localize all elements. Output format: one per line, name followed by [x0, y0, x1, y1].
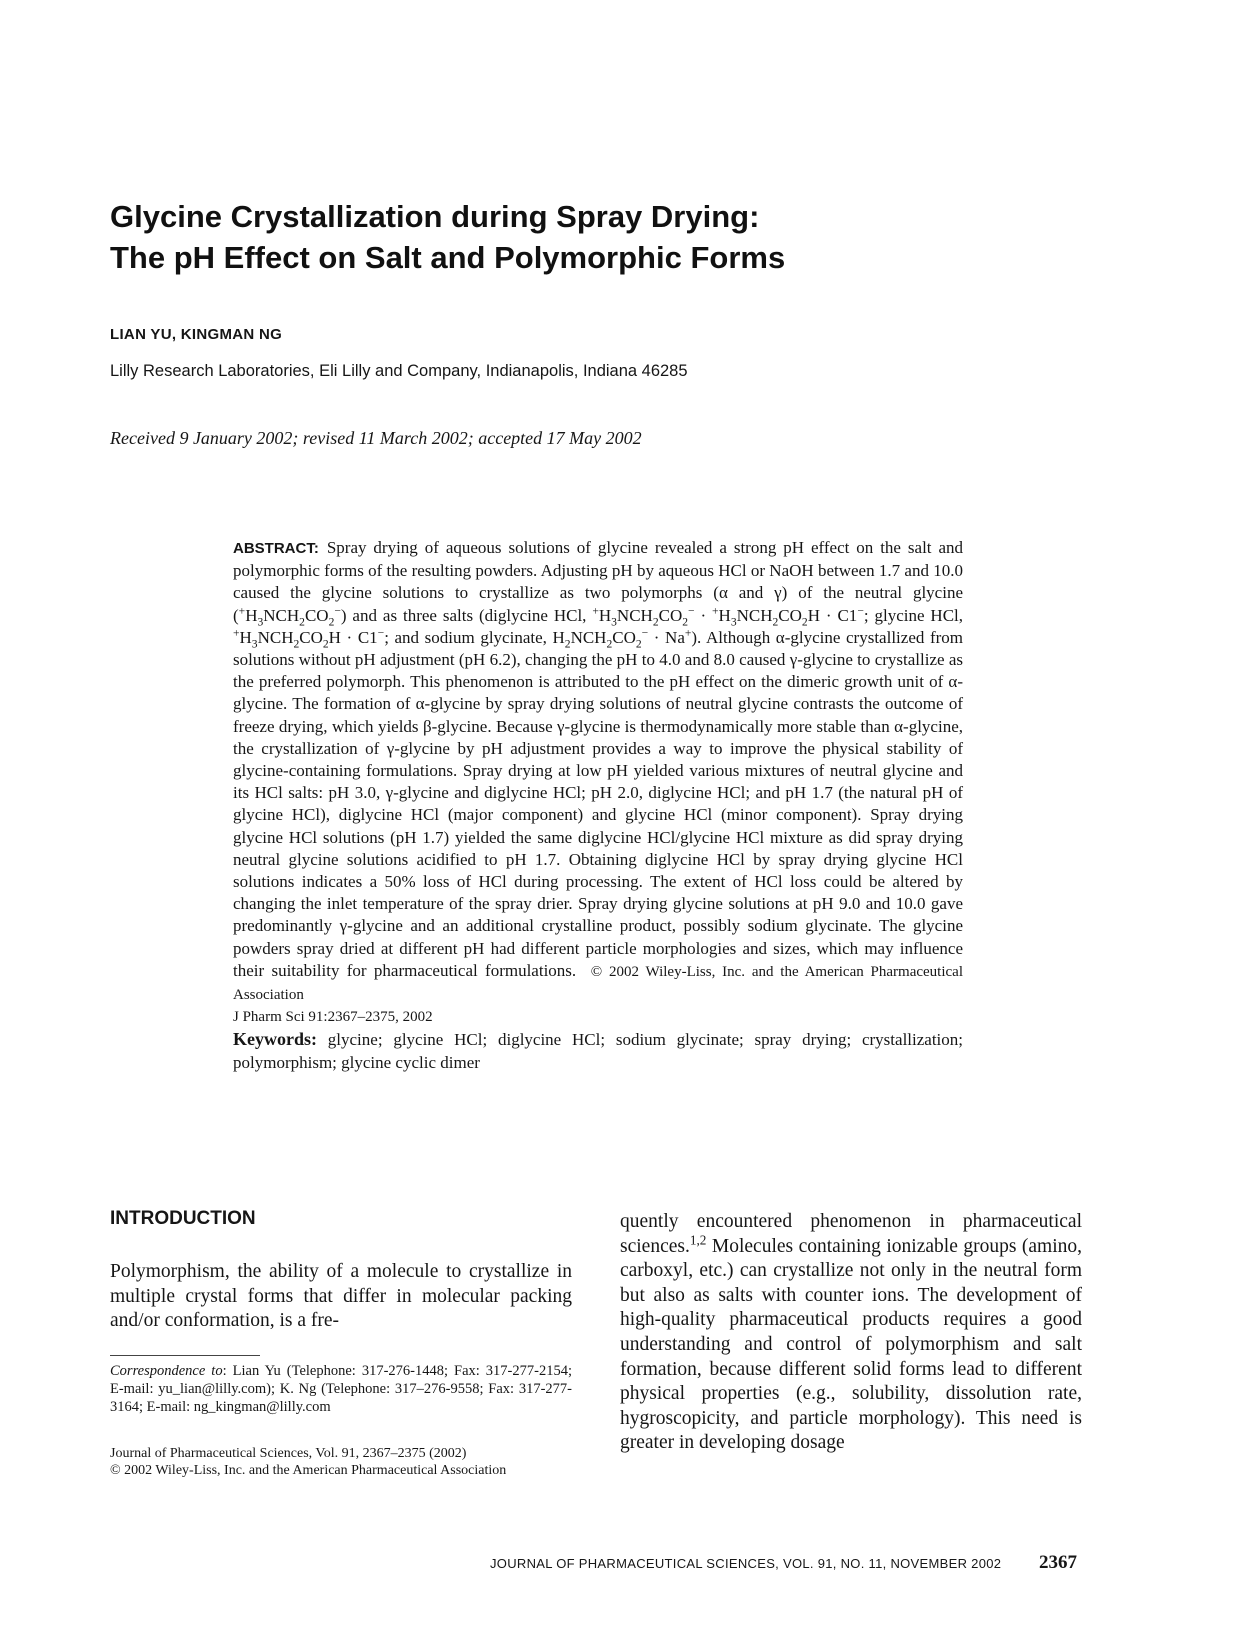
page-number: 2367	[1039, 1552, 1077, 1573]
keywords	[233, 1028, 963, 1073]
correspondence-label: Correspondence to	[110, 1363, 223, 1379]
keywords-label: Keywords:	[233, 1029, 317, 1050]
abstract-copyright: © 2002 Wiley-Liss, Inc. and the American Pharmaceutical Association	[233, 963, 963, 1004]
abstract-label: ABSTRACT:	[233, 540, 319, 557]
introduction-text-left: Polymorphism, the ability of a molecule to crystallize in multiple crystal forms that differ in molecular packing and/or conformation, is a fre-	[110, 1261, 572, 1332]
title-line-1: Glycine Crystallization during Spray Drying:	[110, 199, 760, 234]
running-footer: JOURNAL OF PHARMACEUTICAL SCIENCES, VOL. 91, NO. 11, NOVEMBER 2002	[490, 1556, 1002, 1571]
journal-info-line-1: Journal of Pharmaceutical Sciences, Vol. 91, 2367–2375 (2002)	[110, 1446, 467, 1461]
abstract-citation: J Pharm Sci 91:2367–2375, 2002	[233, 1009, 433, 1026]
footnote-rule	[110, 1355, 260, 1356]
journal-info	[110, 1445, 580, 1479]
abstract-text: ABSTRACT: Spray drying of aqueous solutions of glycine revealed a strong pH effect on the salt and polymorphic forms of the resulting powders. Adjusting pH by aqueous HCl or NaOH between 1.7 and 10.0 caused the glycine solutions to crystallize as two polymorphs (α and γ) of the neutral glycine $(^+H_3NCH_2CO_2^-)$ and as three salts (diglycine HCl, $^+H_3NCH_2CO_2^- \cdot ^+H_3NCH_2CO_2H \cdot C1^-$; glycine HCl, $^+H_3NCH_2CO_2H \cdot C1^-$; and sodium glycinate, $H_2NCH_2CO_2^- \cdot Na^+$). Although α-glycine crystallized from solutions without pH adjustment (pH 6.2), changing the pH to 4.0 and 8.0 caused γ-glycine to crystallize as the preferred polymorph. This phenomenon is attributed to the pH effect on the dimeric growth unit of α-glycine. The formation of α-glycine by spray drying solutions of neutral glycine contrasts the outcome of freeze drying, which yields β-glycine. Because γ-glycine is thermodynamically more stable than α-glycine, the crystallization of γ-glycine by pH adjustment provides a way to improve the physical stability of glycine-containing formulations. Spray drying at low pH yielded various mixtures of neutral glycine and its HCl salts: pH 3.0, γ-glycine and diglycine HCl; pH 2.0, diglycine HCl; and pH 1.7 (the natural pH of glycine HCl), diglycine HCl (major component) and glycine HCl (minor component). Spray drying glycine HCl solutions (pH 1.7) yielded the same diglycine HCl/glycine HCl mixture as did spray drying neutral glycine solutions acidified to pH 1.7. Obtaining diglycine HCl by spray drying glycine HCl solutions indicates a 50% loss of HCl during processing. The extent of HCl loss could be altered by changing the inlet temperature of the spray drier. Spray drying glycine solutions at pH 9.0 and 10.0 gave predominantly γ-glycine and an additional crystalline product, possibly sodium glycinate. The glycine powders spray dried at different pH had different particle morphologies and sizes, which may influence their suitability for pharmaceutical formulations. © 2002 Wiley-Liss, Inc. and the American Pharmaceutical Association	[233, 538, 964, 1004]
abstract-block	[233, 537, 963, 1074]
title-line-2: The pH Effect on Salt and Polymorphic Forms	[110, 240, 786, 275]
reference-marker: 1,2	[689, 1232, 707, 1248]
correspondence-note	[110, 1362, 572, 1416]
paper-title	[110, 196, 1110, 278]
author-list: LIAN YU, KINGMAN NG	[110, 326, 283, 343]
correspondence-text: : Lian Yu (Telephone: 317-276-1448; Fax: 317-277-2154; E-mail: yu_lian@lilly.com); K. Ng (Telephone: 317–276-9558; Fax: 317-277-3164; E-mail: ng_kingman@lilly.com	[110, 1363, 572, 1415]
introduction-heading: INTRODUCTION	[110, 1208, 256, 1229]
keywords-list: glycine; glycine HCl; diglycine HCl; sodium glycinate; spray drying; crystallization; polymorphism; glycine cyclic dimer	[233, 1030, 963, 1072]
journal-info-line-2: © 2002 Wiley-Liss, Inc. and the American Pharmaceutical Association	[110, 1463, 507, 1478]
introduction-text-right: quently encountered phenomenon in pharmaceutical sciences.$^{1,2}$ Molecules containing ionizable groups (amino, carboxyl, etc.) can crystallize not only in the neutral form but also as salts with counter ions. The development of high-quality pharmaceutical products requires a good understanding and control of polymorphism and salt formation, because different solid forms lead to different physical properties (e.g., solubility, dissolution rate, hygroscopicity, and particle morphology). This need is greater in developing dosage	[620, 1211, 1082, 1454]
affiliation: Lilly Research Laboratories, Eli Lilly and Company, Indianapolis, Indiana 46285	[110, 362, 688, 380]
submission-dates: Received 9 January 2002; revised 11 March 2002; accepted 17 May 2002	[110, 428, 642, 448]
